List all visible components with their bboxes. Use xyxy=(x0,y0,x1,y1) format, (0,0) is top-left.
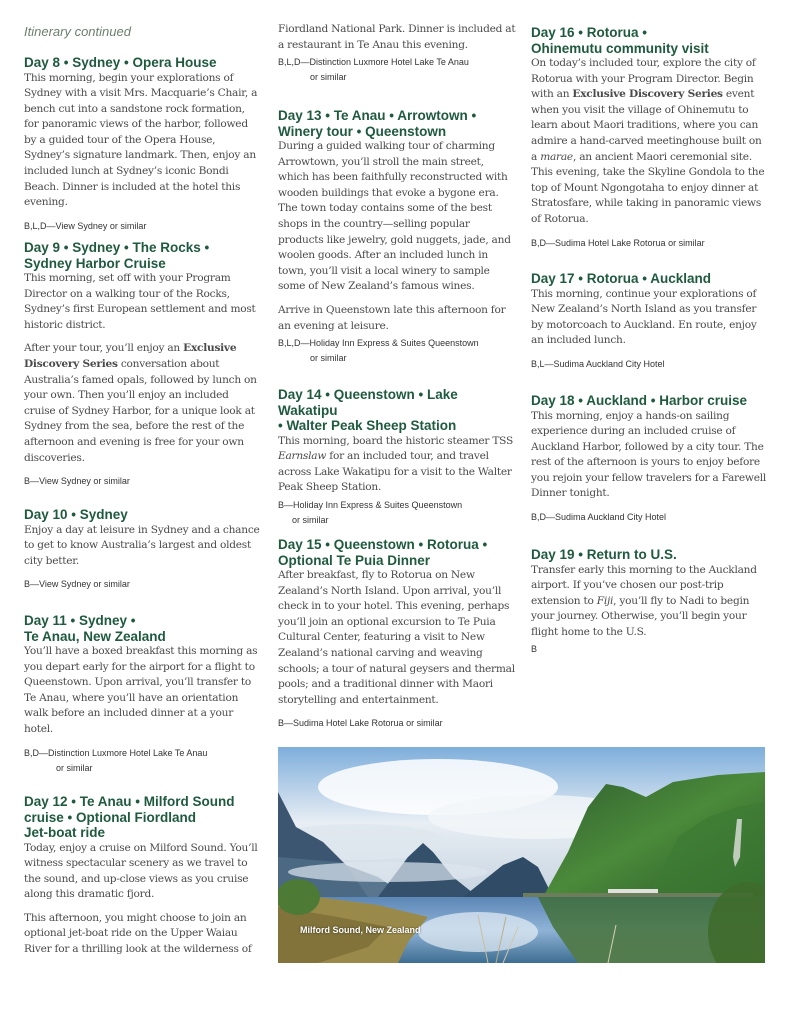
day-description: Today, enjoy a cruise on Milford Sound. You’ll witness spectacular scenery as we travel to the sound, and up-close views as you cruise along this dramatic fjord. xyxy=(24,841,258,901)
text: or similar xyxy=(292,514,329,525)
day-description: After breakfast, fly to Rotorua on New Zealand’s North Island. Upon arrival, you’ll check in to your hotel. This evening, perhaps you’ll join an optional excursion to Te Puia Cultural Center, featuring a visit to New Zealand’s national carving and weaving schools; a tour of natural geysers and thermal pools; and a traditional dinner with Maori storytelling and entertainment. xyxy=(278,569,515,706)
emphasis: Exclusive Discovery Series xyxy=(572,88,723,101)
day-description: During a guided walking tour of charming Arrowtown, you’ll stroll the main street, which has been faithfully reconstructed with wooden buildings that evoke a bygone era. The town today contains some of the best shops in the country—selling popular products like jewelry, gold nuggets, jade, and woolen goods. After an included lunch in town, you’ll visit a local winery to sample some of New Zealand’s famous wines. xyxy=(278,140,511,293)
heading-line: Day 9 • Sydney • The Rocks • xyxy=(24,240,210,255)
day-description: This morning, continue your explorations of New Zealand’s North Island as you transfer by motorcoach to Auckland. En route, enjoy an included lunch. xyxy=(531,287,757,347)
emphasis: Exclusive Discovery Series xyxy=(24,342,237,370)
day-heading: Day 10 • Sydney xyxy=(24,507,128,522)
day-heading xyxy=(24,794,262,841)
meals-hotel: B,D—Sudima Hotel Lake Rotorua or similar xyxy=(531,237,705,248)
heading-line: Day 12 • Te Anau • Milford Sound xyxy=(24,794,235,809)
milford-sound-photo xyxy=(278,747,765,963)
day-description: Fiordland National Park. Dinner is included at a restaurant in Te Anau this evening. xyxy=(278,23,516,51)
heading-line: Day 14 • Queenstown • Lake Wakatipu xyxy=(278,387,458,418)
day-description: This morning, set off with your Program Director on a walking tour of the Rocks, Sydney’s first European settlement and most historic district. xyxy=(24,272,256,331)
day-13 xyxy=(278,108,516,366)
heading-line: Ohinemutu community visit xyxy=(531,40,709,56)
day-14 xyxy=(278,387,516,528)
day-19 xyxy=(531,547,769,657)
heading-line: Winery tour • Queenstown xyxy=(278,123,447,139)
day-15 xyxy=(278,537,516,731)
meals-hotel: B—View Sydney or similar xyxy=(24,579,130,590)
day-17 xyxy=(531,271,769,372)
heading-line: cruise • Optional Fiordland xyxy=(24,809,196,825)
text: B,L,D—Holiday Inn Express & Suites Queenstown xyxy=(278,338,479,349)
heading-line: Jet-boat ride xyxy=(24,825,106,840)
meals-hotel: B,L,D—View Sydney or similar xyxy=(24,220,147,231)
meals-hotel xyxy=(24,746,262,776)
text: or similar xyxy=(310,72,347,83)
meals-hotel: B,D—Sudima Auckland City Hotel xyxy=(531,512,667,523)
day-description: This morning, enjoy a hands-on sailing experience during an included cruise of Auckland Harbor, followed by a city tour. The rest of the afternoon is yours to enjoy before you rejoin your fellow travelers for a Farewell Dinner tonight. xyxy=(531,409,766,500)
day-description xyxy=(531,563,769,641)
heading-line: Optional Te Puia Dinner xyxy=(278,552,431,568)
day-heading: Day 18 • Auckland • Harbor cruise xyxy=(531,393,748,408)
text: event when you visit the village of Ohinemutu to learn about Maori traditions, where you can admire a hand-carved meetinghouse built on a xyxy=(531,88,762,163)
day-10 xyxy=(24,507,262,592)
heading-line: Day 13 • Te Anau • Arrowtown • xyxy=(278,108,477,123)
meals-hotel: B—View Sydney or similar xyxy=(24,476,130,487)
photo-caption: Milford Sound, New Zealand xyxy=(300,925,421,935)
day-description xyxy=(24,341,262,466)
day-description: This morning, begin your explorations of Sydney with a visit Mrs. Macquarie’s Chair, a bench cut into a sandstone rock formation, for panoramic views of the harbor, followed by a guided tour of the Opera House, Sydney’s signature landmark. Then, enjoy an included lunch at Sydney’s iconic Bondi Beach. Dinner is included at the hotel this evening. xyxy=(24,71,258,209)
day-description xyxy=(278,434,516,496)
text: B,L,D—Distinction Luxmore Hotel Lake Te Anau xyxy=(278,57,469,68)
heading-line: • Walter Peak Sheep Station xyxy=(278,418,457,433)
day-description: Enjoy a day at leisure in Sydney and a chance to get to know Australia’s largest and oldest city better. xyxy=(24,523,260,567)
day-description xyxy=(531,56,769,228)
ship-name: Earnslaw xyxy=(278,450,327,463)
day-11 xyxy=(24,613,262,776)
meals-hotel: B,L—Sudima Auckland City Hotel xyxy=(531,358,665,369)
text: B—Holiday Inn Express & Suites Queenstown xyxy=(278,499,463,510)
day-heading: Day 17 • Rotorua • Auckland xyxy=(531,271,711,286)
heading-line: Te Anau, New Zealand xyxy=(24,628,166,644)
day-heading xyxy=(278,108,516,139)
day-description: You’ll have a boxed breakfast this morning as you depart early for the airport for a flight to Queenstown. Upon arrival, you’ll transfer to Te Anau, where you’ll have an orientation walk before an included dinner at a your hotel. xyxy=(24,645,258,735)
place-name: Fiji xyxy=(596,594,614,607)
heading-line: Day 11 • Sydney • xyxy=(24,613,136,628)
day-heading xyxy=(24,613,262,644)
day-heading: Day 8 • Sydney • Opera House xyxy=(24,55,217,70)
text: conversation about Australia’s famed opals, followed by lunch on your own. Then you’ll enjoy an included cruise of Sydney Harbor, for a unique look at Sydney from the sea, before the rest of the afternoon and evening is free for your own discoveries. xyxy=(24,357,257,464)
meals-hotel xyxy=(278,336,516,366)
meals-hotel: B—Sudima Hotel Lake Rotorua or similar xyxy=(278,718,443,729)
text: This morning, board the historic steamer TSS xyxy=(278,434,513,447)
day-12-continued xyxy=(278,22,516,85)
heading-line: Day 16 • Rotorua • xyxy=(531,25,647,40)
text: or similar xyxy=(56,762,93,773)
term: marae xyxy=(540,150,573,163)
day-12 xyxy=(24,794,262,966)
day-heading xyxy=(24,240,262,271)
day-9 xyxy=(24,240,262,489)
day-description: Arrive in Queenstown late this afternoon for an evening at leisure. xyxy=(278,303,506,332)
heading-line: Sydney Harbor Cruise xyxy=(24,255,166,271)
day-description: This afternoon, you might choose to join an optional jet-boat ride on the Upper Waiau River for a thrilling look at the wilderness of xyxy=(24,911,252,956)
meals-hotel xyxy=(278,55,516,85)
text: Transfer early this morning to the Auckland airport. If you’ve chosen our post-trip extension to xyxy=(531,563,757,607)
day-heading xyxy=(278,387,516,434)
text: , an ancient Maori ceremonial site. This evening, take the Skyline Gondola to the top of Mount Ngongotaha to enjoy dinner at Stratosfare, while taking in panoramic views of Rotorua. xyxy=(531,150,765,225)
day-8 xyxy=(24,55,262,234)
day-16 xyxy=(531,25,769,251)
text: On today’s included tour, explore the city of Rotorua with your Program Director. Begin with an xyxy=(531,57,756,101)
text: , you’ll fly to Nadi to begin your journey. Otherwise, you’ll begin your flight home to the U.S. xyxy=(531,594,750,638)
text: or similar xyxy=(310,353,347,364)
text: for an included tour, and travel across Lake Wakatipu for a visit to the Walter Peak Sheep Station. xyxy=(278,450,512,494)
text: B,D—Distinction Luxmore Hotel Lake Te Anau xyxy=(24,747,208,758)
day-18 xyxy=(531,393,769,525)
section-title: Itinerary continued xyxy=(24,24,131,39)
text: After your tour, you’ll enjoy an xyxy=(24,342,184,355)
day-heading xyxy=(531,25,769,56)
meals-hotel xyxy=(278,498,516,528)
meals-hotel: B xyxy=(531,644,538,655)
day-heading: Day 19 • Return to U.S. xyxy=(531,547,677,562)
heading-line: Day 15 • Queenstown • Rotorua • xyxy=(278,537,488,552)
day-heading xyxy=(278,537,516,568)
